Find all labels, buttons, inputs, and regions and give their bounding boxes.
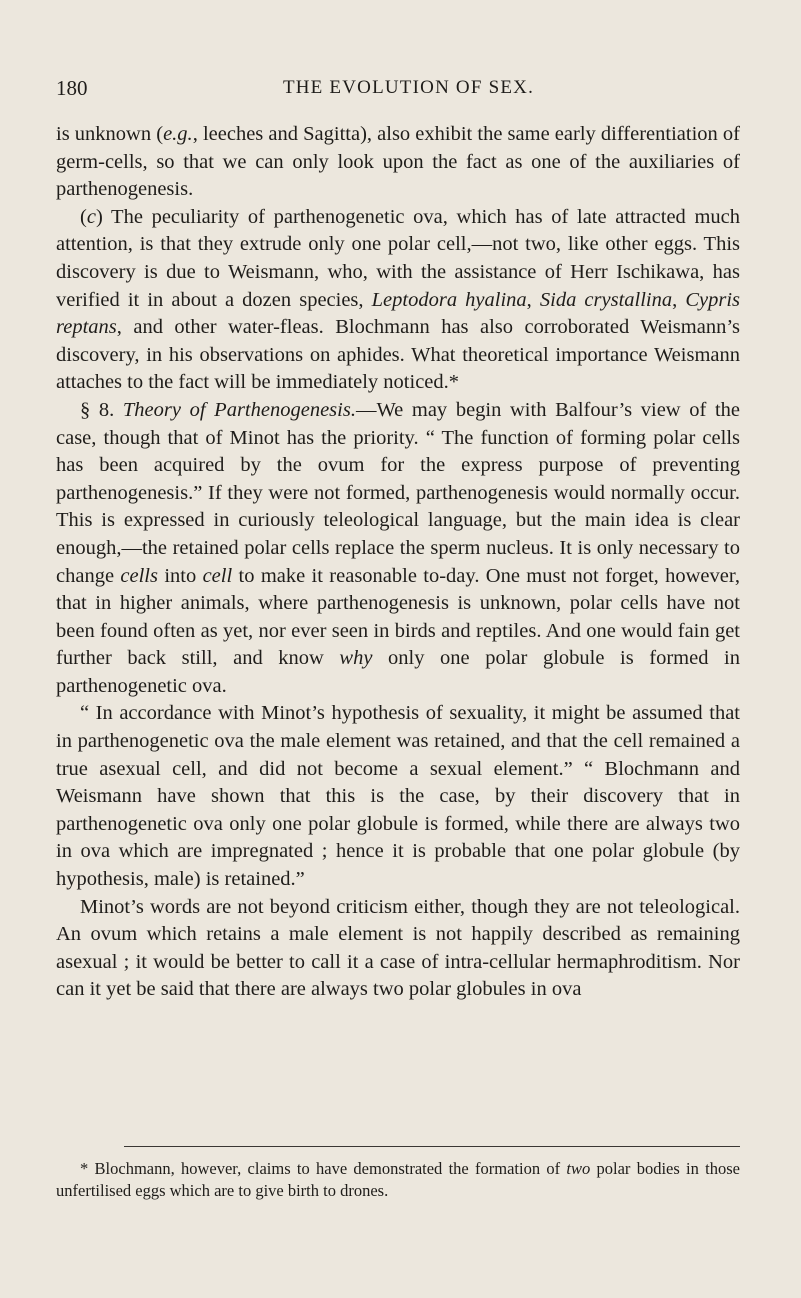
species-name: Cypris reptans [56, 288, 741, 339]
paragraph-continuation: is unknown (e.g., leeches and Sagitta), also exhibit the same early differentiation of germ-cells, so that we can only look upon the fact as one of the auxiliaries of parthenogenesis. [56, 123, 740, 201]
paragraph-minot: Minot’s words are not beyond criticism either, though they are not teleological. An ovum which retains a male element is not happily described as remaining asexual ; it would be better to call it a case of intra-cellular hermaphroditism. Nor can it yet be said that there are always two polar globules in ova [56, 895, 740, 1001]
species-name: Leptodora hyalina [371, 288, 527, 311]
body-text [56, 121, 740, 1004]
running-title: THE EVOLUTION OF SEX. [282, 77, 535, 98]
paragraph-section-8: § 8. Theory of Parthenogenesis.—We may begin with Balfour’s view of the case, though that of Minot has the priority. “ The function of forming polar cells has been acquired by the ovum for the express purpose of preventing parthenogenesis.” If they were not formed, parthenogenesis would normally occur. This is expressed in curiously teleological language, but the main idea is clear enough,—the retained polar cells replace the sperm nucleus. It is only necessary to change cells into cell to make it reasonable to-day. One must not forget, however, that in higher animals, where parthenogenesis is unknown, polar cells have not been found often as yet, nor ever seen in birds and reptiles. And one would fain get further back still, and know why only one polar globule is formed in parthenogenetic ova. [56, 398, 741, 697]
paragraph-polar-cells: (c) The peculiarity of parthenogenetic ova, which has of late attracted much attention, is that they extrude only one polar cell,—not two, like other eggs. This discovery is due to Weismann, who, with the assistance of Herr Ischikawa, has verified it in about a dozen species, Leptodora hyalina, Sida crystallina, Cypris reptans, and other water-fleas. Blochmann has also corroborated Weismann’s discovery, in his observations on aphides. What theoretical importance Weismann attaches to the fact will be immediately noticed.* [56, 205, 741, 394]
page-header [56, 76, 761, 100]
species-name: Sida crystallina [539, 288, 673, 311]
page-number: 180 [56, 76, 88, 100]
footnote: * Blochmann, however, claims to have demonstrated the formation of two polar bodies in those unfertilised eggs which are to give birth to drones. [56, 1159, 740, 1200]
paragraph-quotation: “ In accordance with Minot’s hypothesis of sexuality, it might be assumed that in parthenogenetic ova the male element was retained, and that the cell remained a true asexual cell, and did not become a sexual element.” “ Blochmann and Weismann have shown that this is the case, by their discovery that in parthenogenetic ova only one polar globule is formed, while there are always two in ova which are impregnated ; hence it is probable that one polar globule (by hypothesis, male) is retained.” [56, 702, 740, 891]
section-heading: Theory of Parthenogenesis. [122, 398, 356, 421]
footnote-divider [124, 1146, 740, 1147]
